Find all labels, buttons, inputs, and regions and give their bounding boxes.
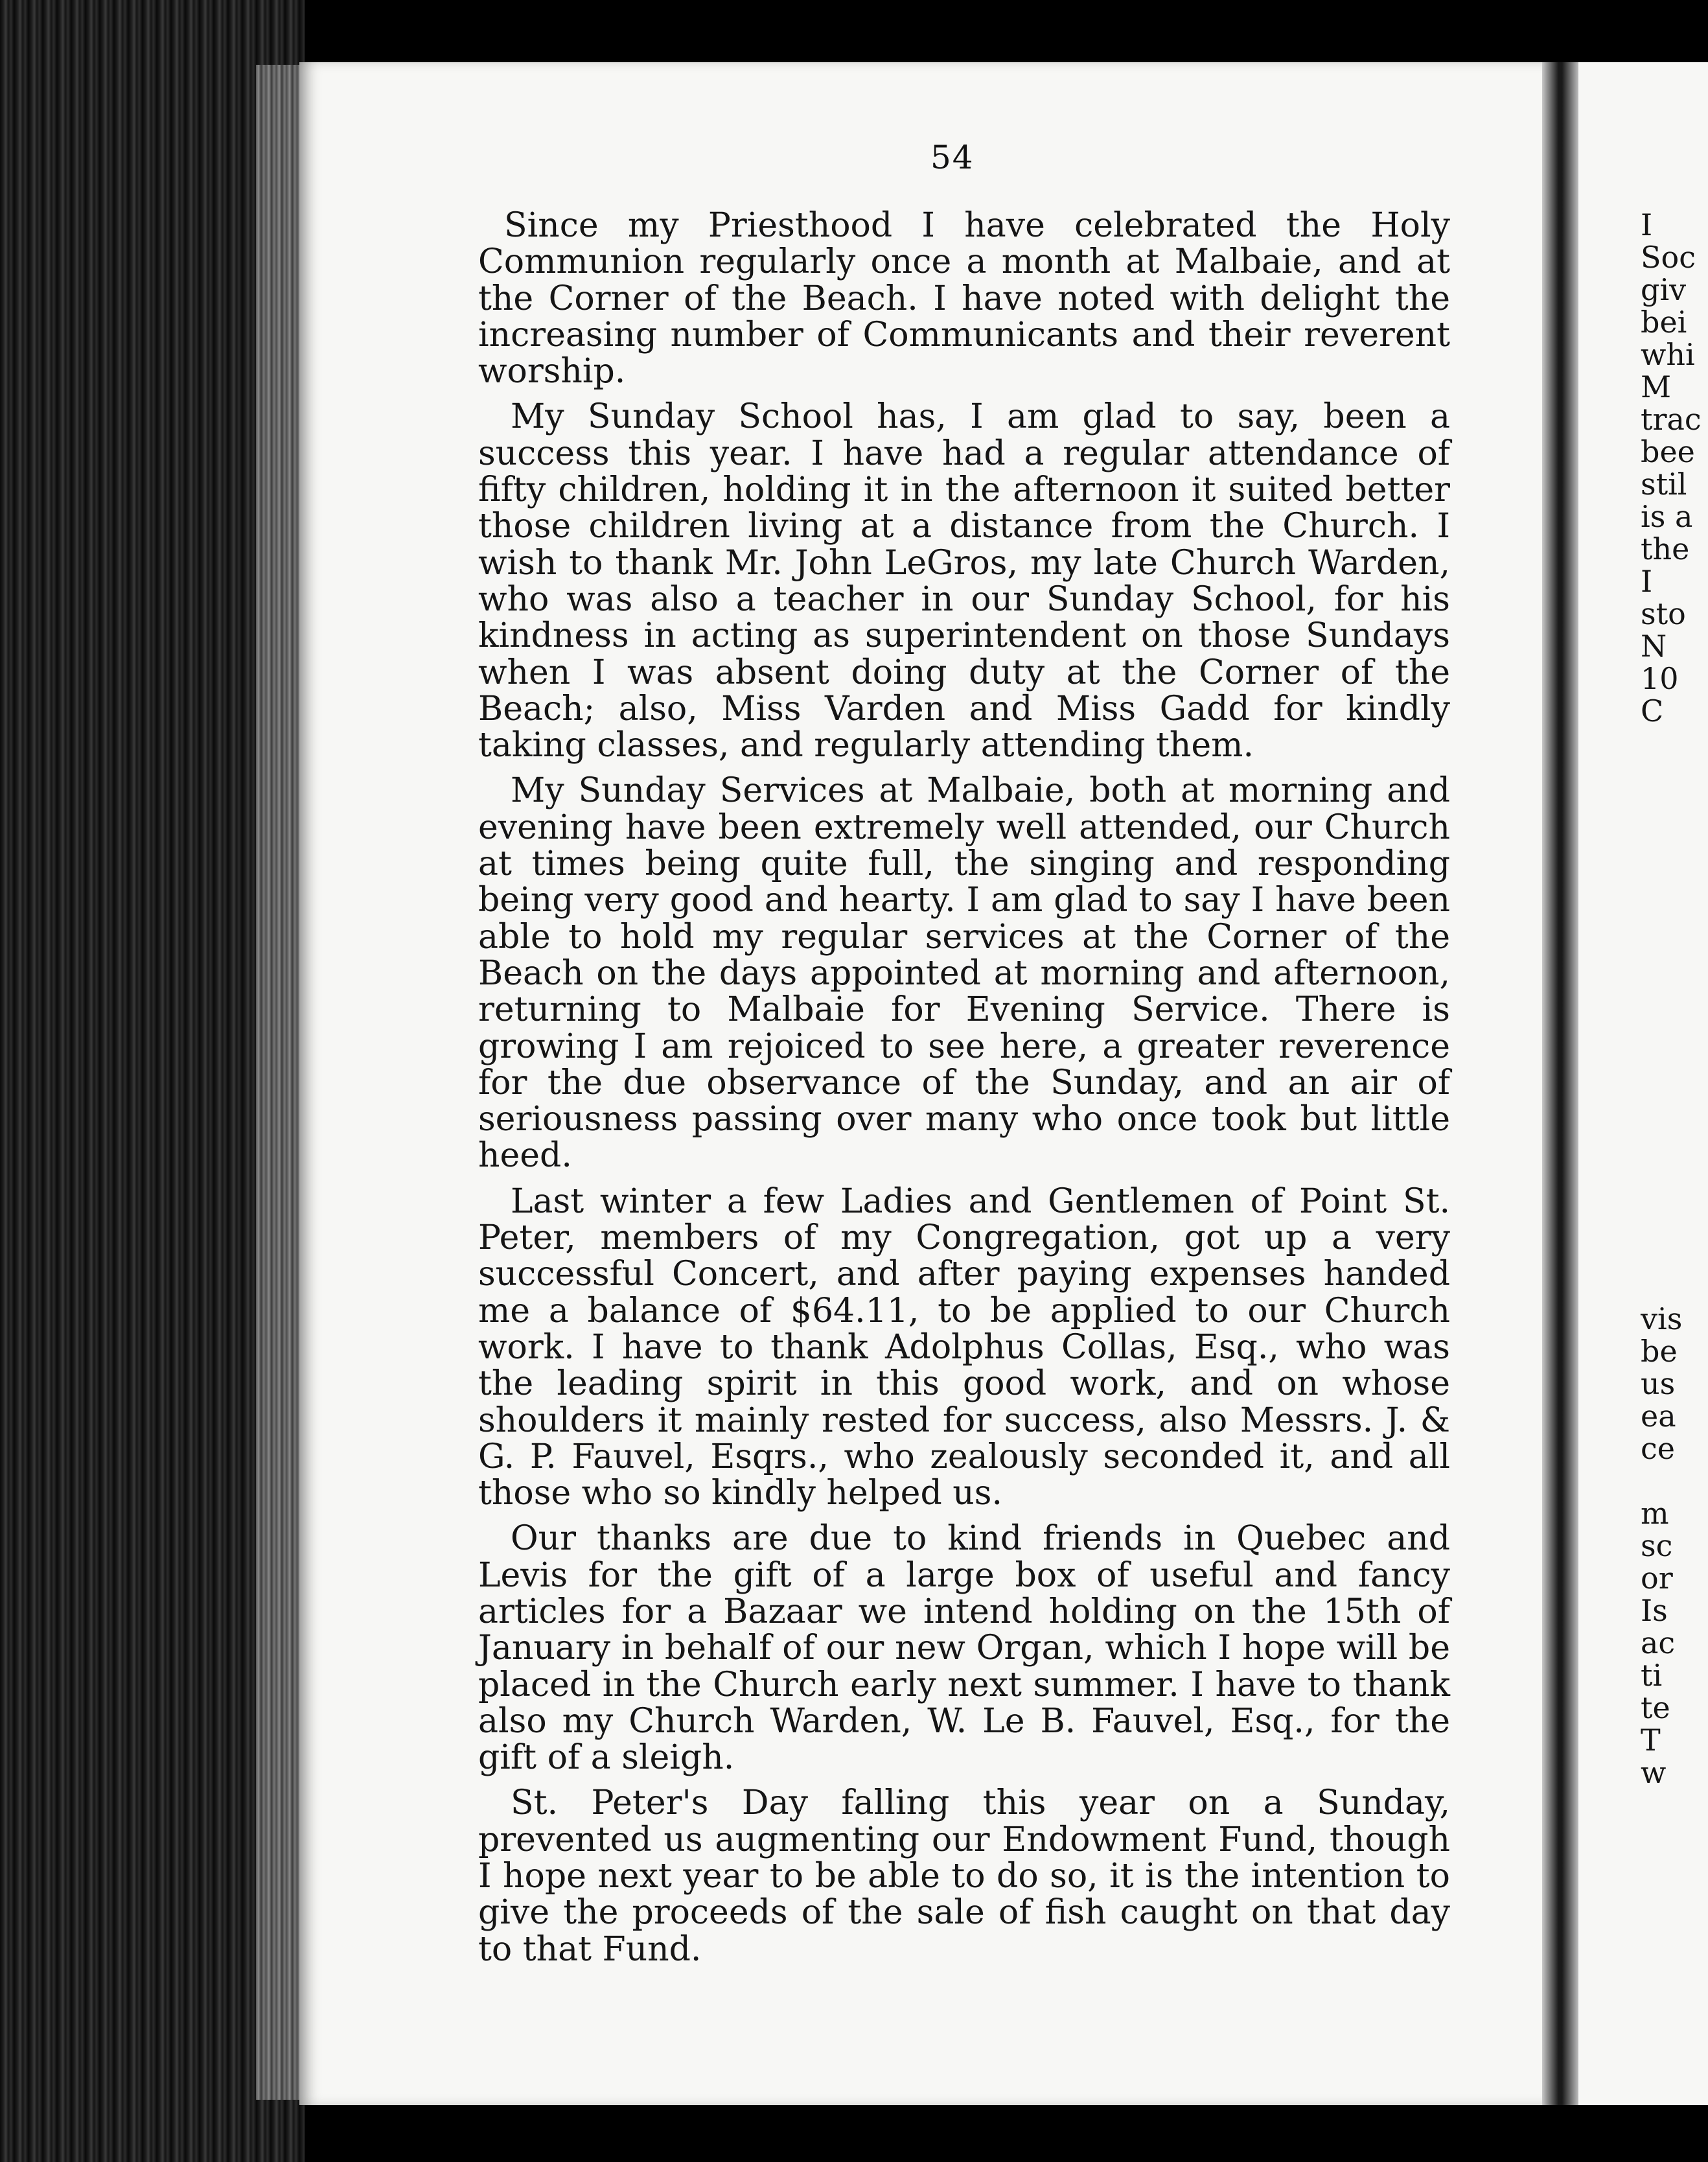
fragment-line: N <box>1641 629 1667 664</box>
paragraph: St. Peter's Day falling this year on a Sunday, prevented us augmenting our Endowment Fund, though I hope next year to be able to do so, it is the intention to give the proceeds of the sale of fish caught on that day to that Fund. <box>478 1784 1450 1969</box>
fragment-line: giv <box>1641 272 1687 307</box>
page-number: 54 <box>930 139 975 176</box>
fragment-line: sto <box>1641 596 1686 631</box>
fragment-line: whi <box>1641 337 1695 372</box>
right-page-text-bottom <box>1641 1303 1689 1789</box>
fragment-line: is a <box>1641 499 1693 534</box>
fragment-line: ti <box>1641 1658 1663 1693</box>
fragment-line: m <box>1641 1496 1669 1531</box>
fragment-line: ce <box>1641 1431 1675 1466</box>
fragment-line: sc <box>1641 1528 1673 1563</box>
fragment-line: be <box>1641 1334 1678 1369</box>
right-page-text-top <box>1641 207 1702 728</box>
page-edges <box>256 65 301 2100</box>
fragment-line: the <box>1641 531 1690 566</box>
page-body <box>478 207 1450 1977</box>
fragment-line: ea <box>1641 1399 1676 1434</box>
fragment-line: vis <box>1641 1301 1683 1336</box>
fragment-line: C <box>1641 693 1664 728</box>
paragraph: Our thanks are due to kind friends in Quebec and Levis for the gift of a large box of useful and fancy articles for a Bazaar we intend holding on the 15th of January in behalf of our new Organ, which I hope will be placed in the Church early next summer. I have to thank also my Church Warden, W. Le B. Fauvel, Esq., for the gift of a sleigh. <box>478 1519 1450 1778</box>
book-gutter <box>1542 62 1578 2105</box>
fragment-line: M <box>1641 369 1672 404</box>
fragment-line: bee <box>1641 434 1695 469</box>
fragment-line: trac <box>1641 402 1702 437</box>
fragment-line: I <box>1641 564 1653 599</box>
fragment-line: ac <box>1641 1625 1676 1660</box>
fragment-line: 10 <box>1641 661 1679 696</box>
fragment-line: w <box>1641 1755 1667 1790</box>
fragment-line: T <box>1641 1723 1661 1758</box>
fragment-line <box>1641 1465 1689 1497</box>
fragment-line: I <box>1641 207 1653 242</box>
paragraph: Since my Priesthood I have celebrated the Holy Communion regularly once a month at Malbaie, and at the Corner of the Beach. I have noted with delight the increasing number of Communicants and their reverent worship. <box>478 206 1450 391</box>
fragment-line: Soc <box>1641 240 1696 275</box>
fragment-line: stil <box>1641 467 1687 502</box>
fragment-line: us <box>1641 1366 1676 1401</box>
fragment-line: te <box>1641 1690 1670 1725</box>
fragment-line: bei <box>1641 305 1687 340</box>
paragraph: Last winter a few Ladies and Gentlemen of Point St. Peter, members of my Congregation, got up a very successful Concert, and after paying expenses handed me a balance of $64.11, to be applied to our Church work. I have to thank Adolphus Collas, Esq., who was the leading spirit in this good work, and on whose shoulders it mainly rested for success, also Messrs. J. & G. P. Fauvel, Esqrs., who zealously seconded it, and all those who so kindly helped us. <box>478 1181 1450 1513</box>
fragment-line: or <box>1641 1561 1673 1596</box>
paragraph: My Sunday School has, I am glad to say, been a success this year. I have had a regular attendance of fifty children, holding it in the afternoon it suited better those children living at a distance from the Church. I wish to thank Mr. John LeGros, my late Church Warden, who was also a teacher in our Sunday School, for his kindness in acting as superintendent on those Sundays when I was absent doing duty at the Corner of the Beach; also, Miss Varden and Miss Gadd for kindly taking classes, and regularly attending them. <box>478 397 1450 765</box>
paragraph: My Sunday Services at Malbaie, both at morning and evening have been extremely well attended, our Church at times being quite full, the singing and responding being very good and hearty. I am glad to say I have been able to hold my regular services at the Corner of the Beach on the days appointed at morning and afternoon, returning to Malbaie for Evening Service. There is growing I am rejoiced to see here, a greater reverence for the due observance of the Sunday, and an air of seriousness passing over many who once took but little heed. <box>478 771 1450 1176</box>
fragment-line: Is <box>1641 1593 1668 1628</box>
